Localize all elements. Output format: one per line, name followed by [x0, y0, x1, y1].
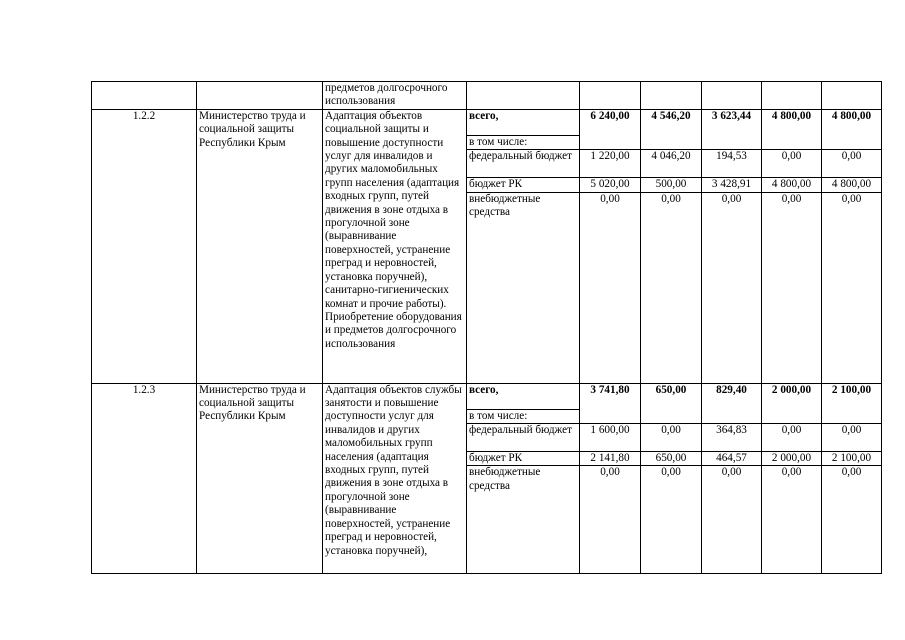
- federal-value: 0,00: [822, 150, 882, 178]
- federal-value: 0,00: [641, 424, 702, 452]
- regional-value: 500,00: [641, 178, 702, 192]
- value-cell: [641, 82, 702, 110]
- federal-value: 1 220,00: [580, 150, 641, 178]
- total-value: 3 741,80: [580, 383, 641, 423]
- federal-label: федеральный бюджет: [467, 424, 580, 452]
- extrabudget-value: 0,00: [762, 466, 822, 574]
- regional-value: 3 428,91: [702, 178, 762, 192]
- extrabudget-value: 0,00: [822, 192, 882, 383]
- row-description: Адаптация объектов социальной защиты и повышение доступности услуг для инвалидов и других маломобильных групп населения (адаптация входных групп, путей движения в зоне отдыха в прогулочной зоне (выравнивание поверхностей, устранение преград и неровностей, установка поручней), санитарно-гигиенических комнат и прочие работы). Приобретение оборудования и предметов долгосрочного использования: [323, 109, 467, 383]
- total-value: 6 240,00: [580, 109, 641, 149]
- federal-value: 194,53: [702, 150, 762, 178]
- regional-value: 4 800,00: [762, 178, 822, 192]
- total-value: 4 800,00: [822, 109, 882, 149]
- including-label: в том числе:: [467, 409, 580, 423]
- regional-value: 464,57: [702, 452, 762, 466]
- regional-value: 4 800,00: [822, 178, 882, 192]
- extrabudget-value: 0,00: [702, 466, 762, 574]
- total-value: 2 100,00: [822, 383, 882, 423]
- code-cell: [92, 82, 197, 110]
- including-label: в том числе:: [467, 135, 580, 149]
- row-code: 1.2.2: [92, 109, 197, 383]
- regional-value: 650,00: [641, 452, 702, 466]
- regional-value: 2 100,00: [822, 452, 882, 466]
- source-cell: [467, 82, 580, 110]
- total-value: 650,00: [641, 383, 702, 423]
- total-value: 829,40: [702, 383, 762, 423]
- value-cell: [762, 82, 822, 110]
- row-organization: Министерство труда и социальной защиты Республики Крым: [197, 109, 323, 383]
- table-row: [92, 82, 882, 110]
- extrabudget-label: внебюджетные средства: [467, 192, 580, 383]
- total-label: всего,: [467, 383, 580, 409]
- total-value: 3 623,44: [702, 109, 762, 149]
- regional-value: 2 141,80: [580, 452, 641, 466]
- total-label: всего,: [467, 109, 580, 135]
- org-cell: [197, 82, 323, 110]
- value-cell: [822, 82, 882, 110]
- regional-value: 5 020,00: [580, 178, 641, 192]
- extrabudget-value: 0,00: [702, 192, 762, 383]
- row-organization: Министерство труда и социальной защиты Республики Крым: [197, 383, 323, 574]
- budget-table: [91, 81, 882, 574]
- extrabudget-value: 0,00: [822, 466, 882, 574]
- federal-value: 0,00: [762, 424, 822, 452]
- federal-value: 1 600,00: [580, 424, 641, 452]
- value-cell: [580, 82, 641, 110]
- row-code: 1.2.3: [92, 383, 197, 574]
- description-cell: предметов долгосрочного использования: [323, 82, 467, 110]
- row-description: Адаптация объектов службы занятости и повышение доступности услуг для инвалидов и других маломобильных групп населения (адаптация входных групп, путей движения в зоне отдыха в прогулочной зоне (выравнивание поверхностей, устранение преград и неровностей, установка поручней),: [323, 383, 467, 574]
- federal-value: 364,83: [702, 424, 762, 452]
- extrabudget-value: 0,00: [762, 192, 822, 383]
- total-value: 4 800,00: [762, 109, 822, 149]
- regional-label: бюджет РК: [467, 452, 580, 466]
- total-value: 4 546,20: [641, 109, 702, 149]
- federal-label: федеральный бюджет: [467, 150, 580, 178]
- extrabudget-label: внебюджетные средства: [467, 466, 580, 574]
- value-cell: [702, 82, 762, 110]
- federal-value: 4 046,20: [641, 150, 702, 178]
- federal-value: 0,00: [822, 424, 882, 452]
- table-row: [92, 383, 882, 409]
- federal-value: 0,00: [762, 150, 822, 178]
- extrabudget-value: 0,00: [580, 466, 641, 574]
- total-value: 2 000,00: [762, 383, 822, 423]
- extrabudget-value: 0,00: [641, 192, 702, 383]
- extrabudget-value: 0,00: [641, 466, 702, 574]
- regional-label: бюджет РК: [467, 178, 580, 192]
- table-row: [92, 109, 882, 135]
- regional-value: 2 000,00: [762, 452, 822, 466]
- extrabudget-value: 0,00: [580, 192, 641, 383]
